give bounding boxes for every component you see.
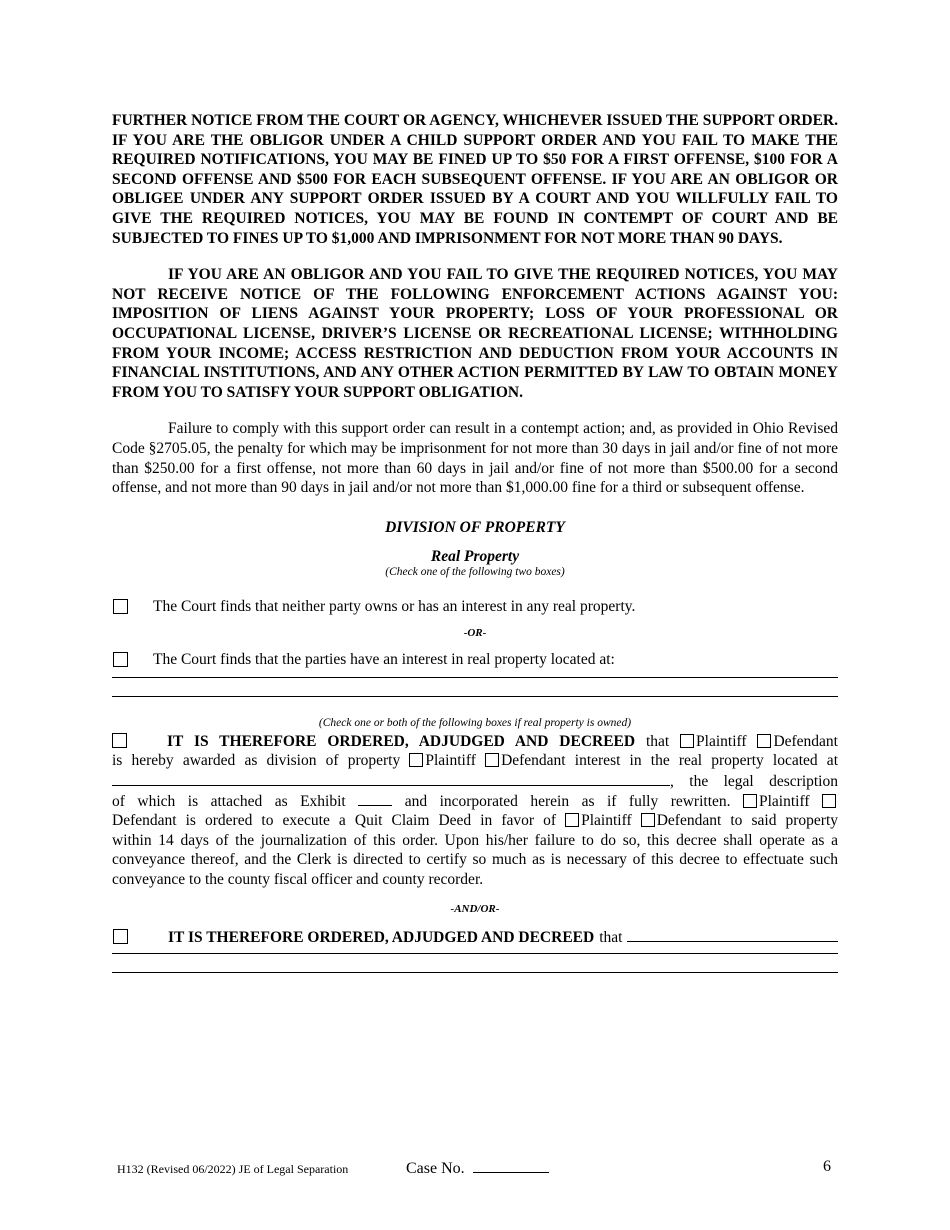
interest-plaintiff-label: Plaintiff <box>425 752 476 770</box>
notice-paragraph-2: IF YOU ARE AN OBLIGOR AND YOU FAIL TO GIVE THE REQUIRED NOTICES, YOU MAY NOT RECEIVE NOTICE OF THE FOLLOWING ENFORCEMENT ACTIONS AGAINST YOU: IMPOSITION OF LIENS AGAINST YOUR PROPERTY; LOSS OF YOUR PROFESSIONAL OR OCCUPATIONAL LICENSE, DRIVER’S LICENSE OR RECREATIONAL LICENSE; WITHHOLDING FROM YOUR INCOME; ACCESS RESTRICTION AND DEDUCTION FROM YOUR ACCOUNTS IN FINANCIAL INSTITUTIONS, AND ANY OTHER ACTION PERMITTED BY LAW TO OBTAIN MONEY FROM YOU TO SATISFY YOUR SUPPORT OBLIGATION. <box>112 266 838 401</box>
contempt-paragraph: Failure to comply with this support order can result in a contempt action; and, as provided in Ohio Revised Code §2705.05, the penalty for which may be imprisonment for not more than 30 days in jail and/or fine of not more than $250.00 for a first offense, not more than 60 days in jail and/or fine of not more than $500.00 for a second offense, and not more than 90 days in jail and/or not more than $1,000.00 fine for a third or subsequent offense. <box>112 420 838 497</box>
second-order-line-2[interactable] <box>112 972 838 973</box>
second-order-line-1[interactable] <box>112 953 838 954</box>
grantor-plaintiff-checkbox[interactable] <box>743 794 757 808</box>
option-no-property-row <box>112 597 838 617</box>
case-number-field <box>406 1158 549 1178</box>
second-order-row <box>112 927 838 948</box>
deed-text: Defendant is ordered to execute a Quit Claim Deed in favor of <box>112 812 557 830</box>
property-location-line-2[interactable] <box>112 696 838 697</box>
to-said-property-text: to said property <box>730 812 839 830</box>
second-order-blank[interactable] <box>627 927 838 942</box>
awardee-plaintiff-checkbox[interactable] <box>680 734 694 748</box>
document-page <box>112 111 838 973</box>
awardee-defendant-checkbox[interactable] <box>757 734 771 748</box>
grantee-plaintiff-label: Plaintiff <box>581 812 632 830</box>
check-one-note: (Check one of the following two boxes) <box>385 565 565 578</box>
interest-plaintiff-checkbox[interactable] <box>409 753 423 767</box>
case-number-label: Case No. <box>406 1160 465 1177</box>
form-id: H132 (Revised 06/2022) JE of Legal Separation <box>117 1162 349 1176</box>
interest-defendant-checkbox[interactable] <box>485 753 499 767</box>
property-address-line[interactable] <box>112 771 670 786</box>
grantor-plaintiff-label: Plaintiff <box>759 792 810 810</box>
option-no-property-label: The Court finds that neither party owns or has an interest in any real property. <box>153 597 636 615</box>
grantee-defendant-checkbox[interactable] <box>641 813 655 827</box>
legal-description-text: , the legal description <box>670 773 838 791</box>
and-or-separator: -AND/OR- <box>450 902 500 915</box>
notice-paragraph-1: FURTHER NOTICE FROM THE COURT OR AGENCY, WHICHEVER ISSUED THE SUPPORT ORDER. IF YOU ARE THE OBLIGOR UNDER A CHILD SUPPORT ORDER AND YOU FAIL TO MAKE THE REQUIRED NOTIFICATIONS, YOU MAY BE FINED UP TO $50 FOR A FIRST OFFENSE, $100 FOR A SECOND OFFENSE AND $500 FOR EACH SUBSEQUENT OFFENSE. IF YOU ARE AN OBLIGOR OR OBLIGEE UNDER ANY SUPPORT ORDER ISSUED BY A COURT AND YOU WILLFULLY FAIL TO GIVE THE REQUIRED NOTICES, YOU MAY BE FOUND IN CONTEMPT OF COURT AND BE SUBJECTED TO FINES UP TO $1,000 AND IMPRISONMENT FOR NOT MORE THAN 90 DAYS. <box>112 112 838 247</box>
second-order-checkbox[interactable] <box>113 929 128 944</box>
grantee-plaintiff-checkbox[interactable] <box>565 813 579 827</box>
check-both-note: (Check one or both of the following boxes if real property is owned) <box>318 716 632 729</box>
exhibit-blank[interactable] <box>358 793 392 806</box>
awardee-plaintiff-label: Plaintiff <box>696 732 747 750</box>
interest-defendant-label: Defendant <box>501 752 566 770</box>
second-order-that: that <box>599 928 623 946</box>
property-location-line-1[interactable] <box>112 677 838 678</box>
or-separator: -OR- <box>463 627 487 640</box>
exhibit-prefix: of which is attached as Exhibit <box>112 792 346 810</box>
page-number: 6 <box>823 1158 831 1175</box>
second-order-bold-text: IT IS THEREFORE ORDERED, ADJUDGED AND DECREED <box>168 928 595 946</box>
grantee-defendant-label: Defendant <box>656 812 722 830</box>
order-closing-text: within 14 days of the journalization of this order. Upon his/her failure to do so, this decree shall operate as a conveyance thereof, and the Clerk is directed to certify so much as is necessary of this decree to effectuate such conveyance to the county fiscal officer and county recorder. <box>112 831 838 889</box>
no-property-checkbox[interactable] <box>113 599 128 614</box>
order-checkbox[interactable] <box>112 733 127 748</box>
order-that: that <box>645 732 670 750</box>
page-footer <box>117 1158 833 1180</box>
awarded-text: is hereby awarded as division of property <box>112 752 401 770</box>
division-heading: DIVISION OF PROPERTY <box>385 518 565 536</box>
real-property-heading: Real Property <box>430 547 520 565</box>
case-number-blank[interactable] <box>473 1158 549 1173</box>
awardee-defendant-label: Defendant <box>773 732 838 750</box>
option-has-property-row <box>112 650 838 670</box>
grantor-defendant-checkbox[interactable] <box>822 794 836 808</box>
order-bold-text: IT IS THEREFORE ORDERED, ADJUDGED AND DECREED <box>167 732 636 750</box>
option-has-property-label: The Court finds that the parties have an interest in real property located at: <box>153 651 615 669</box>
has-property-checkbox[interactable] <box>113 652 128 667</box>
exhibit-suffix: and incorporated herein as if fully rewritten. <box>404 792 731 810</box>
order-paragraph <box>112 732 838 890</box>
interest-text: interest in the real property located at <box>574 752 838 770</box>
